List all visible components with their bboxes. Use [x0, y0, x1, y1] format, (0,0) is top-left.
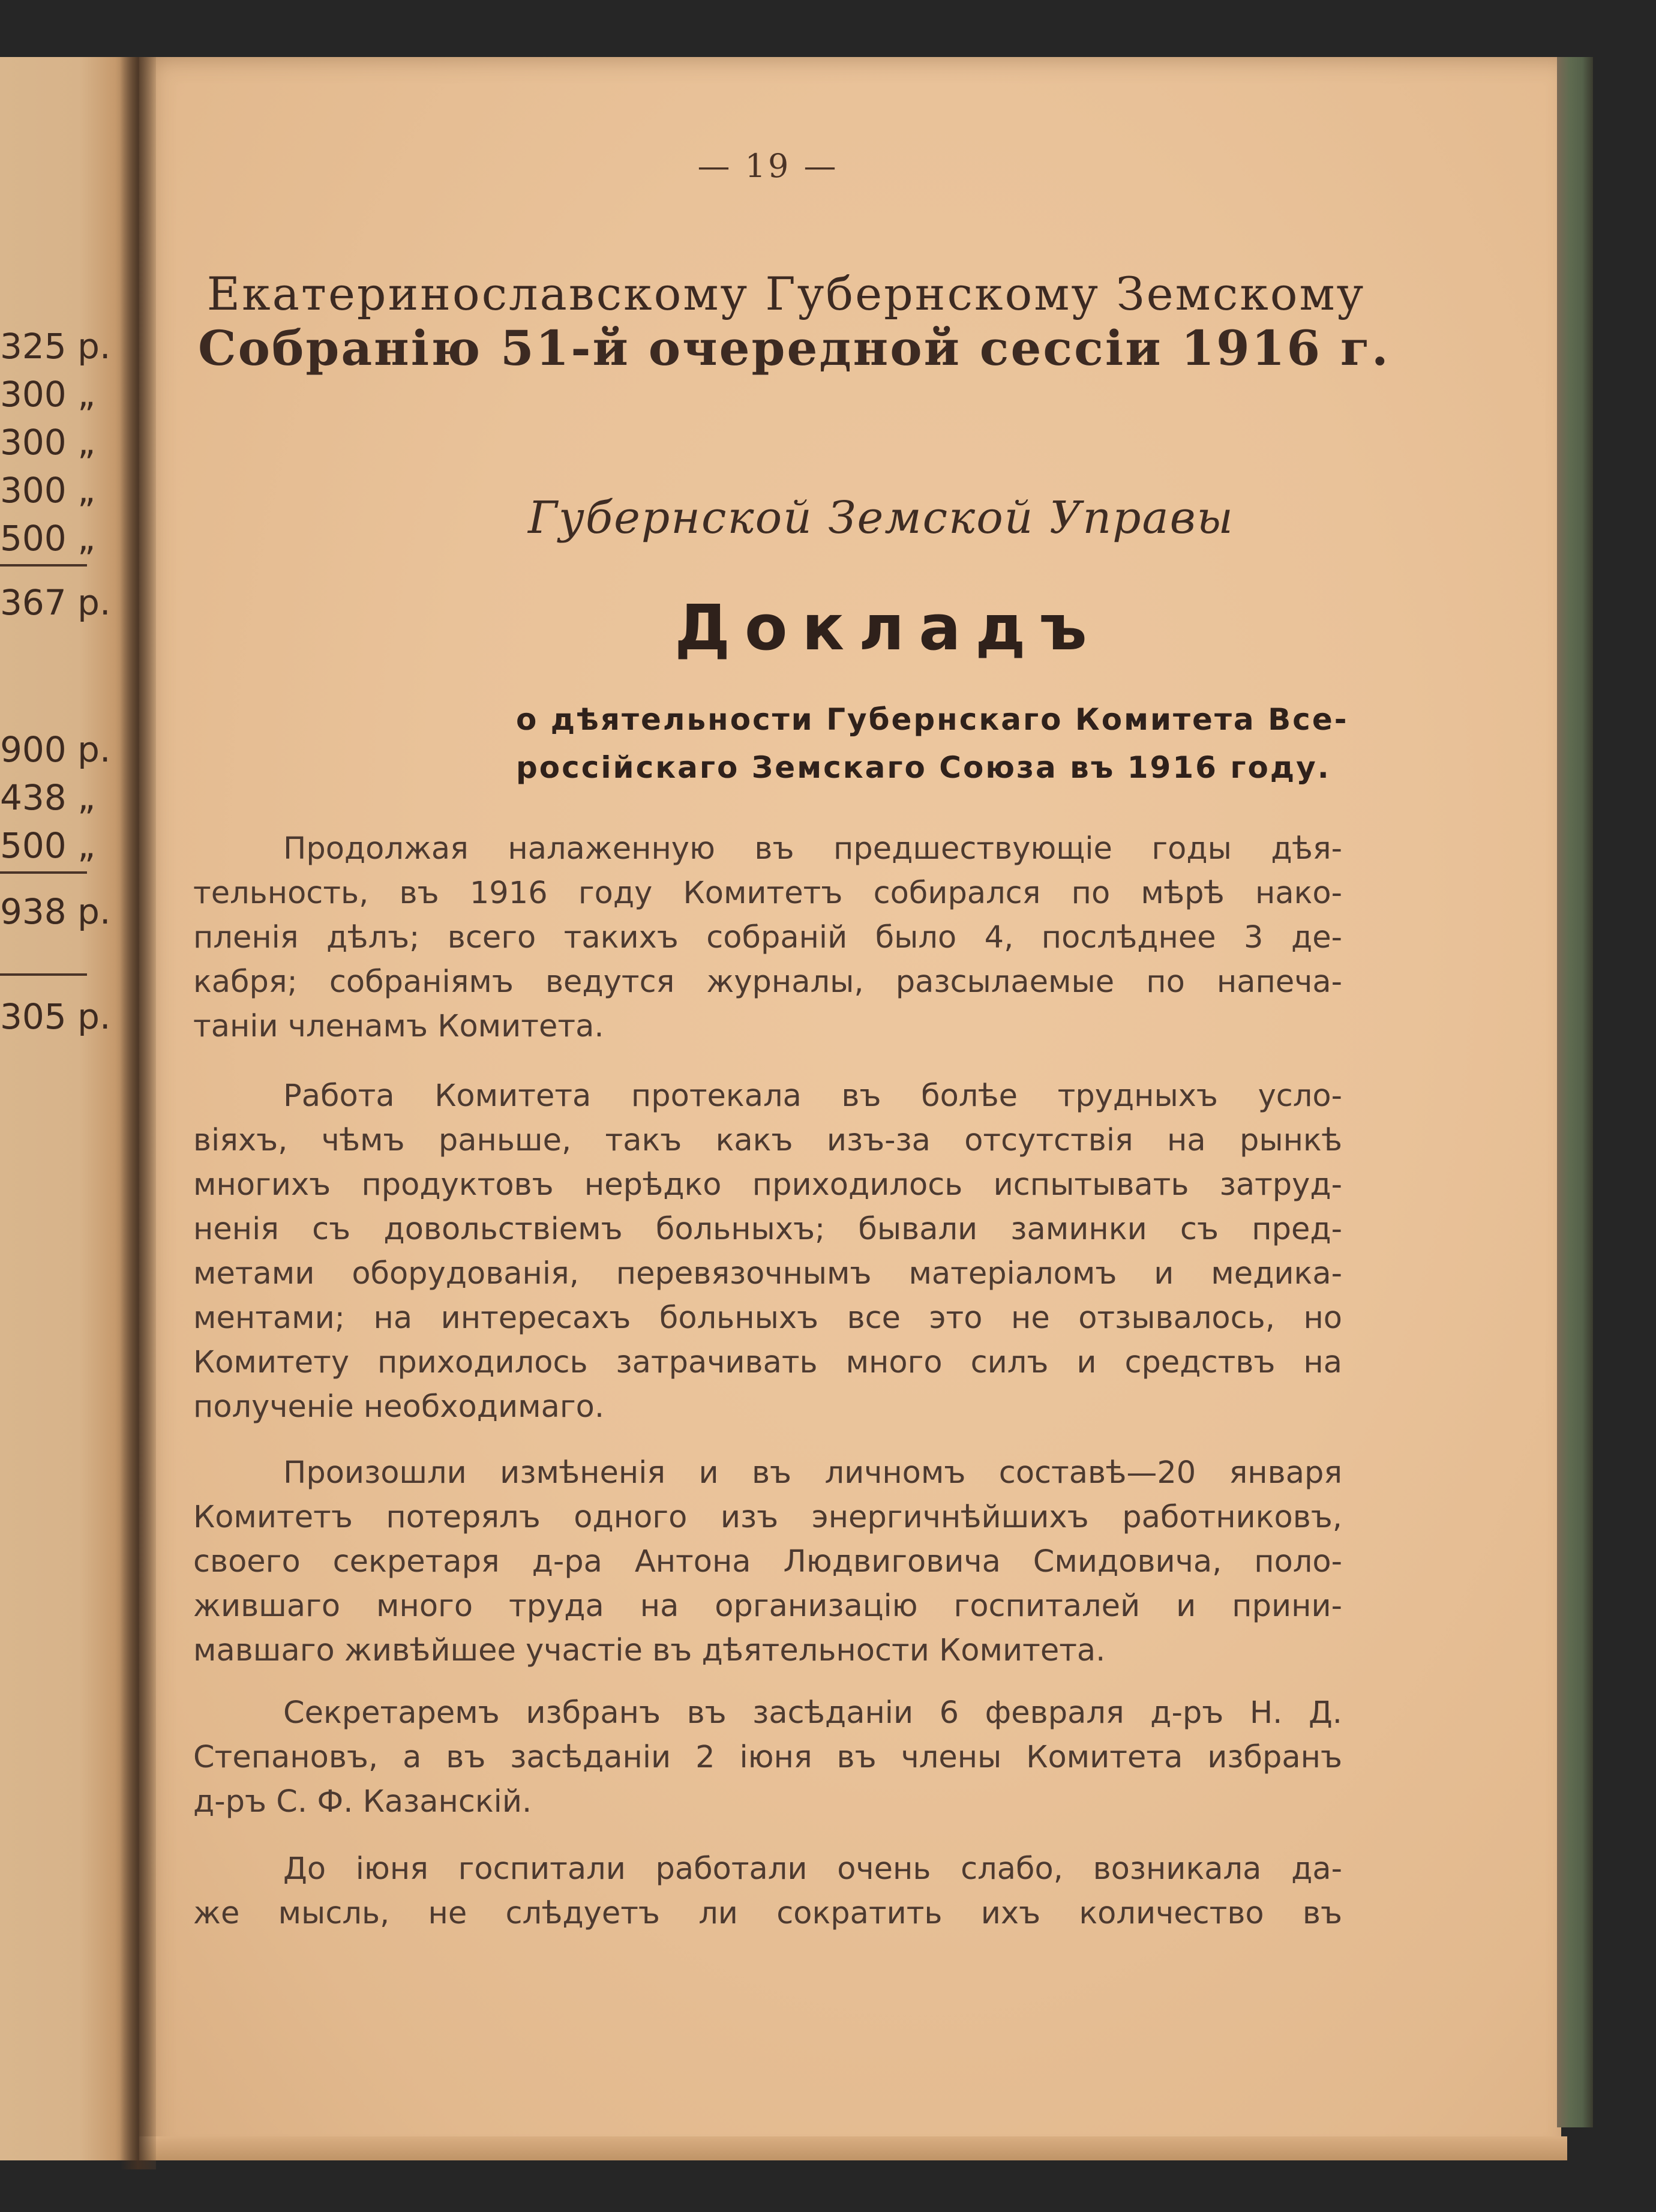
book-gutter	[120, 57, 156, 2169]
text-line: полученіе необходимаго.	[193, 1389, 605, 1425]
left-page-entry: 325 р.	[0, 326, 111, 367]
left-page-entry: 367 р.	[0, 582, 111, 623]
text-line: Продолжая налаженную въ предшествующіе годы дѣя-	[283, 831, 1342, 867]
left-page-rule	[0, 564, 87, 567]
text-line: віяхъ, чѣмъ раньше, такъ какъ изъ-за отсутствія на рынкѣ	[193, 1123, 1342, 1158]
text-line: ненія съ довольствіемъ больныхъ; бывали заминки съ пред-	[193, 1212, 1342, 1247]
report-title: Докладъ	[674, 591, 1102, 664]
text-line: До іюня госпитали работали очень слабо, возникала да-	[283, 1851, 1342, 1887]
page-stack-edge	[1557, 57, 1593, 2127]
left-page-rule	[0, 871, 87, 874]
text-line: метами оборудованія, перевязочнымъ матеріаломъ и медика-	[193, 1256, 1342, 1291]
text-line: кабря; собраніямъ ведутся журналы, разсылаемые по напеча-	[193, 964, 1342, 1000]
subtitle-line-1: о дѣятельности Губернскаго Комитета Все-	[516, 702, 1349, 737]
left-page-entry: 900 р.	[0, 729, 111, 770]
address-line-2: Собранію 51-й очередной сессіи 1916 г.	[198, 320, 1390, 376]
page-bottom-edge	[139, 2136, 1567, 2160]
left-page-entry: 938 р.	[0, 891, 111, 932]
text-line: таніи членамъ Комитета.	[193, 1009, 604, 1044]
text-line: Секретаремъ избранъ въ засѣданіи 6 февраля д-ръ Н. Д.	[283, 1695, 1342, 1731]
left-page-entry: 300 „	[0, 374, 96, 415]
left-page-entry: 500 „	[0, 518, 96, 559]
page-number: — 19 —	[697, 147, 839, 185]
left-page-entry: 500 „	[0, 825, 96, 866]
left-page-entry: 300 „	[0, 470, 96, 511]
left-page-entry: 300 „	[0, 422, 96, 463]
text-line: Степановъ, а въ засѣданіи 2 іюня въ члены Комитета избранъ	[193, 1740, 1342, 1775]
text-line: мавшаго живѣйшее участіе въ дѣятельности Комитета.	[193, 1633, 1106, 1668]
subtitle-line-2: россійскаго Земскаго Союза въ 1916 году.	[516, 750, 1331, 785]
text-line: своего секретаря д-ра Антона Людвиговича Смидовича, поло-	[193, 1544, 1342, 1579]
text-line: Работа Комитета протекала въ болѣе трудныхъ усло-	[283, 1078, 1342, 1114]
text-line: многихъ продуктовъ нерѣдко приходилось испытывать затруд-	[193, 1167, 1342, 1203]
left-page-rule	[0, 973, 87, 976]
text-line: тельность, въ 1916 году Комитетъ собирался по мѣрѣ нако-	[193, 876, 1342, 911]
text-line: Комитету приходилось затрачивать много силъ и средствъ на	[193, 1345, 1342, 1380]
text-line: жившаго много труда на организацію госпиталей и прини-	[193, 1588, 1342, 1624]
text-line: ментами; на интересахъ больныхъ все это не отзывалось, но	[193, 1300, 1342, 1336]
text-line: Комитетъ потерялъ одного изъ энергичнѣйшихъ работниковъ,	[193, 1500, 1342, 1535]
text-line: же мысль, не слѣдуетъ ли сократить ихъ количество въ	[193, 1896, 1342, 1931]
uprava-heading: Губернской Земской Управы	[528, 492, 1234, 544]
address-line-1: Екатеринославскому Губернскому Земскому	[206, 267, 1366, 320]
text-line: д-ръ С. Ф. Казанскій.	[193, 1784, 532, 1820]
left-page-entry: 305 р.	[0, 996, 111, 1037]
left-page-entry: 438 „	[0, 777, 96, 818]
text-line: пленія дѣлъ; всего такихъ собраній было 4, послѣднее 3 де-	[193, 920, 1342, 955]
text-line: Произошли измѣненія и въ личномъ составѣ—20 января	[283, 1455, 1342, 1491]
